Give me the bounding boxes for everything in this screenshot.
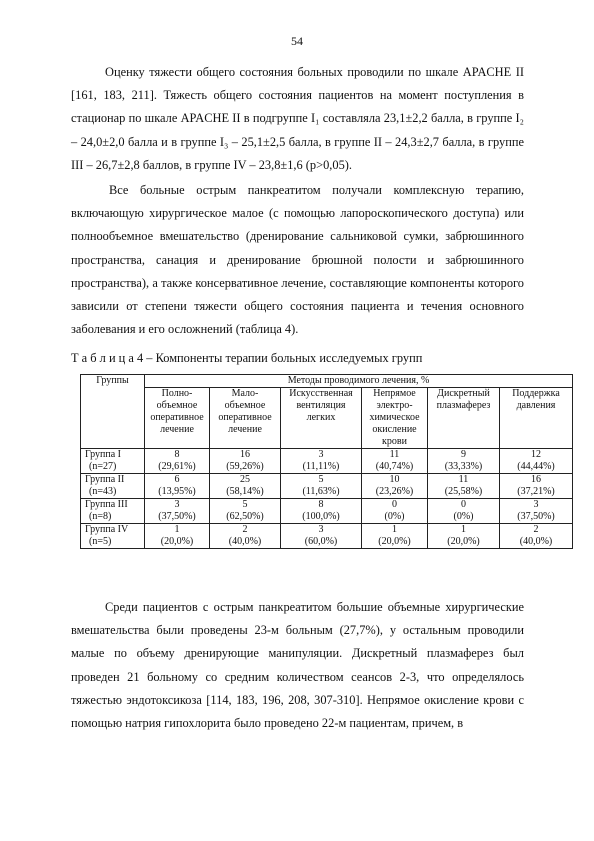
cell-percent: (33,33%): [444, 461, 483, 472]
table-cell: [210, 449, 281, 474]
cell-count: 11: [389, 449, 400, 460]
methods-header: Методы проводимого лечения, %: [145, 375, 573, 388]
method-column-header: [210, 388, 281, 449]
paragraph-surgical-interventions: Среди пациентов с острым панкреатитом большие объемные хирургические вмешательства были проведены 23-м больным (27,7%), у остальным проводили малые по объему дренирующие манипуляции. Дискретный плазмаферез был проведен 21 больному со средним количеством сеансов 2-3, что определялось тяжестью эндотоксикоза [114, 183, 196, 208, 307-310]. Непрямое окисление крови с помощью натрия гипохлорита было проведено 22-м пациентам, причем, в: [71, 600, 524, 731]
table-cell: [210, 499, 281, 524]
cell-count: 1: [392, 524, 397, 535]
cell-count: 8: [174, 449, 180, 460]
table-cell: [428, 449, 500, 474]
table-cell: [362, 499, 428, 524]
table-cell: [428, 499, 500, 524]
group-name: Группа I: [85, 449, 121, 460]
cell-percent: (11,63%): [302, 486, 340, 497]
cell-count: 2: [533, 524, 539, 535]
cell-percent: (37,21%): [517, 486, 555, 497]
group-cell: [81, 449, 145, 474]
cell-count: 25: [240, 474, 250, 485]
cell-percent: (100,0%): [302, 511, 340, 522]
cell-count: 16: [531, 474, 541, 485]
group-name: Группа III: [85, 499, 128, 510]
cell-percent: (20,0%): [160, 536, 194, 547]
cell-percent: (40,74%): [375, 461, 414, 472]
cell-percent: (25,58%): [444, 486, 483, 497]
group-cell: [81, 474, 145, 499]
page-number: 54: [291, 34, 303, 48]
cell-percent: (40,0%): [228, 536, 262, 547]
method-header-line: лечение: [228, 424, 262, 435]
cell-count: 12: [531, 449, 541, 460]
cell-count: 8: [318, 499, 324, 510]
method-header-line: давления: [516, 400, 556, 411]
method-header-line: Мало-: [231, 388, 259, 399]
table-cell: [362, 524, 428, 549]
therapy-components-table: [80, 374, 573, 549]
cell-percent: (11,11%): [302, 461, 340, 472]
cell-count: 3: [318, 524, 324, 535]
method-header-line: Непрямое: [373, 388, 416, 399]
cell-count: 2: [242, 524, 248, 535]
table-cell: [500, 474, 573, 499]
table-cell: [281, 449, 362, 474]
method-header-line: легких: [306, 412, 336, 423]
group-name: Группа IV: [85, 524, 129, 535]
method-header-line: Поддержка: [512, 388, 560, 399]
table-cell: [210, 524, 281, 549]
method-header-line: электро-: [376, 400, 413, 411]
cell-count: 11: [458, 474, 469, 485]
table-caption: Т а б л и ц а 4 – Компоненты терапии больных исследуемых групп: [71, 351, 423, 365]
table-cell: [500, 449, 573, 474]
table-cell: [145, 449, 210, 474]
cell-count: 10: [389, 474, 400, 485]
method-header-line: вентиляция: [296, 400, 346, 411]
group-cell: [81, 499, 145, 524]
cell-percent: (59,26%): [226, 461, 264, 472]
method-header-line: оперативное: [218, 412, 272, 423]
cell-percent: (37,50%): [158, 511, 196, 522]
table-cell: [145, 499, 210, 524]
table-cell: [362, 474, 428, 499]
cell-count: 9: [461, 449, 466, 460]
table-cell: [362, 449, 428, 474]
cell-percent: (58,14%): [226, 486, 264, 497]
method-header-line: Дискретный: [437, 388, 490, 399]
cell-percent: (37,50%): [517, 511, 555, 522]
cell-count: 6: [174, 474, 180, 485]
method-column-header: [362, 388, 428, 449]
table-cell: [281, 499, 362, 524]
table-cell: [428, 474, 500, 499]
method-column-header: [500, 388, 573, 449]
method-header-line: химическое: [369, 412, 420, 423]
cell-count: 5: [242, 499, 248, 510]
cell-percent: (13,95%): [158, 486, 196, 497]
paragraph-complex-therapy: Все больные острым панкреатитом получали комплексную терапию, включающую хирургическое малое (с помощью лапороскопического доступа) или полнообъемное вмешательство (дренирование сальниковой сумки, забрюшинного пространства, санация и дренирование брюшной полости и забрюшинного пространства), а также консервативное лечение, составляющие компоненты которого зависили от степени тяжести общего состояния пациента и течения основного заболевания и его осложнений (таблица 4).: [71, 183, 524, 337]
cell-percent: (23,26%): [375, 486, 414, 497]
cell-percent: (0%): [384, 511, 405, 522]
cell-count: 1: [174, 524, 180, 535]
table-cell: [210, 474, 281, 499]
method-header-line: лечение: [160, 424, 194, 435]
cell-count: 3: [318, 449, 324, 460]
method-header-line: плазмаферез: [436, 400, 491, 411]
groups-header: Группы: [81, 375, 145, 449]
cell-percent: (29,61%): [158, 461, 196, 472]
table-row: [81, 474, 573, 499]
table-cell: [145, 524, 210, 549]
table-cell: [428, 524, 500, 549]
cell-count: 3: [174, 499, 180, 510]
table-cell: [500, 524, 573, 549]
group-count: (n=5): [89, 536, 112, 547]
table-cell: [281, 474, 362, 499]
method-column-header: [281, 388, 362, 449]
table-row: [81, 449, 573, 474]
method-header-line: объемное: [224, 400, 266, 411]
method-header-line: крови: [382, 436, 407, 447]
cell-count: 1: [461, 524, 466, 535]
cell-percent: (0%): [453, 511, 474, 522]
table-cell: [281, 524, 362, 549]
cell-count: 0: [461, 499, 466, 510]
cell-percent: (44,44%): [517, 461, 555, 472]
table-cell: [145, 474, 210, 499]
cell-percent: (60,0%): [304, 536, 338, 547]
group-name: Группа II: [85, 474, 125, 485]
cell-count: 3: [533, 499, 539, 510]
paragraph-apache-score: Оценку тяжести общего состояния больных проводили по шкале APACHE II [161, 183, 211]. Тяжесть общего состояния пациентов на момент поступления в стационар по шкале APACHE II в подгруппе I₁ составляла 23,1±2,2 балла, в группе I₂ – 24,0±2,0 балла и в группе I₃ – 25,1±2,5 балла, в группе II – 24,3±2,7 балла, в группе III – 26,7±2,8 баллов, в группе IV – 23,8±1,6 (p>0,05).: [71, 65, 524, 172]
method-column-header: [428, 388, 500, 449]
method-header-line: окисление: [372, 424, 417, 435]
group-count: (n=43): [89, 486, 117, 497]
group-count: (n=8): [89, 511, 112, 522]
table-cell: [500, 499, 573, 524]
method-header-line: объемное: [156, 400, 198, 411]
cell-count: 16: [240, 449, 250, 460]
cell-count: 5: [318, 474, 324, 485]
cell-percent: (20,0%): [378, 536, 411, 547]
method-column-header: [145, 388, 210, 449]
table-row: [81, 524, 573, 549]
cell-percent: (62,50%): [226, 511, 264, 522]
cell-count: 0: [392, 499, 397, 510]
method-header-line: Искусственная: [289, 388, 353, 399]
group-cell: [81, 524, 145, 549]
cell-percent: (40,0%): [519, 536, 553, 547]
method-header-line: оперативное: [150, 412, 204, 423]
method-header-line: Полно-: [161, 388, 193, 399]
group-count: (n=27): [89, 461, 117, 472]
cell-percent: (20,0%): [447, 536, 480, 547]
table-row: [81, 499, 573, 524]
